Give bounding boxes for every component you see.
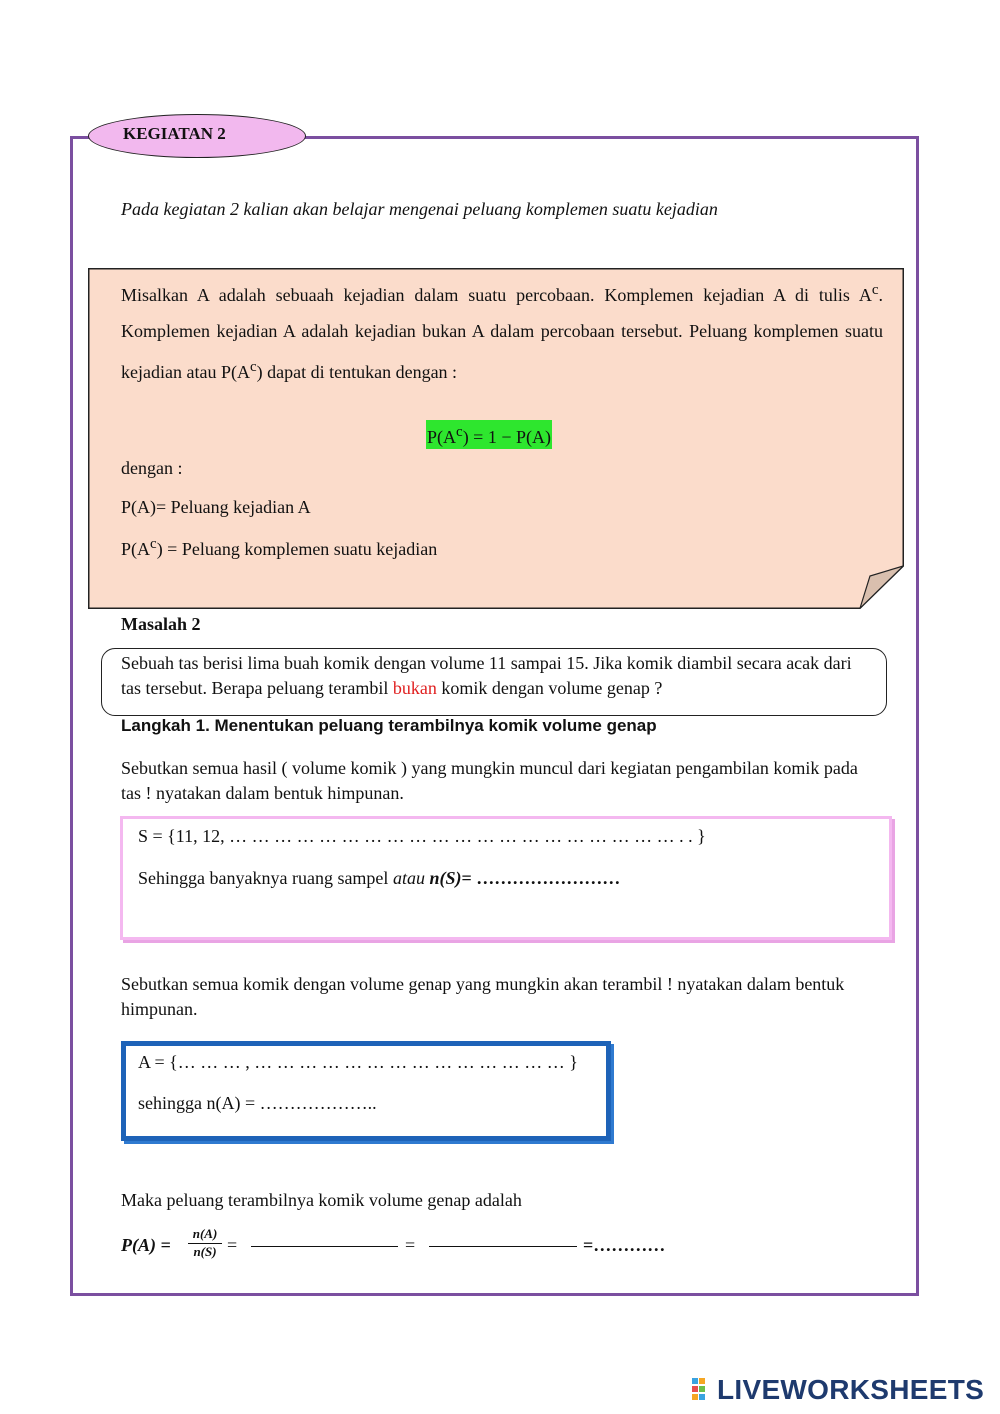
liveworksheets-icon: [692, 1378, 714, 1402]
activity-badge: KEGIATAN 2: [88, 114, 306, 158]
event-a-set[interactable]: A = {… … … , … … … … … … … … … … … … … … }: [138, 1052, 578, 1072]
instruction-even-volumes: Sebutkan semua komik dengan volume genap yang mungkin akan terambil ! nyatakan dalam bentuk himpunan.: [121, 974, 845, 1019]
superscript-c: c: [871, 282, 879, 298]
conclusion-text: Maka peluang terambilnya komik volume genap adalah: [121, 1190, 522, 1210]
problem-emphasis: bukan: [392, 678, 437, 698]
fraction-answer-line-1[interactable]: [251, 1246, 398, 1247]
problem-text: Sebuah tas berisi lima buah komik dengan volume 11 sampai 15. Jika komik diambil secara acak dari tas tersebut. Berapa peluang terambil bukan komik dengan volume genap ?: [121, 653, 852, 698]
logo-text: LIVEWORKSHEETS: [717, 1374, 985, 1405]
definition-text: [121, 272, 883, 390]
fraction-answer-line-2[interactable]: [429, 1246, 577, 1247]
final-answer[interactable]: =…………: [583, 1235, 666, 1255]
event-a-count[interactable]: sehingga n(A) = ………………..: [138, 1093, 377, 1113]
complement-formula: $P(A^c) = 1 - P(A)$: [426, 420, 552, 449]
activity-intro: Pada kegiatan 2 kalian akan belajar mengenai peluang komplemen suatu kejadian: [121, 199, 718, 219]
sample-space-set[interactable]: S = {11, 12, … … … … … … … … … … … … … … … … … … … … . . }: [138, 826, 706, 846]
dengan-label: dengan :: [121, 458, 183, 478]
problem-heading: Masalah 2: [121, 614, 201, 634]
probability-formula: [121, 1226, 721, 1270]
definition-line-1: Misalkan A adalah sebuaah kejadian dalam suatu percobaan. Komplemen kejadian A di tulis A: [121, 285, 872, 305]
fraction-denominator: n(S): [193, 1244, 217, 1259]
pac-explanation: $P(A^c)$ = Peluang komplemen suatu kejadian: [121, 536, 438, 559]
equals-sign: =: [227, 1235, 238, 1255]
pa-formula-label: P(A) =: [121, 1235, 171, 1255]
instruction-sample-space: Sebutkan semua hasil ( volume komik ) yang mungkin muncul dari kegiatan pengambilan komik pada tas ! nyatakan dalam bentuk himpunan.: [121, 758, 858, 803]
step1-heading: Langkah 1. Menentukan peluang terambilnya komik volume genap: [121, 716, 657, 735]
definition-line-2: . Komplemen kejadian A adalah kejadian bukan A dalam percobaan tersebut. Peluang komplemen suatu kejadian atau P(A: [121, 285, 883, 382]
definition-line-3: ) dapat di tentukan dengan :: [256, 362, 458, 382]
sample-space-count[interactable]: Sehingga banyaknya ruang sampel atau n(S)= ……………………: [138, 868, 621, 888]
pa-explanation: P(A)= Peluang kejadian A: [121, 497, 311, 517]
equals-sign: =: [405, 1235, 416, 1255]
fraction-numerator: n(A): [188, 1226, 222, 1244]
fraction: [188, 1226, 222, 1260]
superscript-c: c: [249, 359, 257, 375]
